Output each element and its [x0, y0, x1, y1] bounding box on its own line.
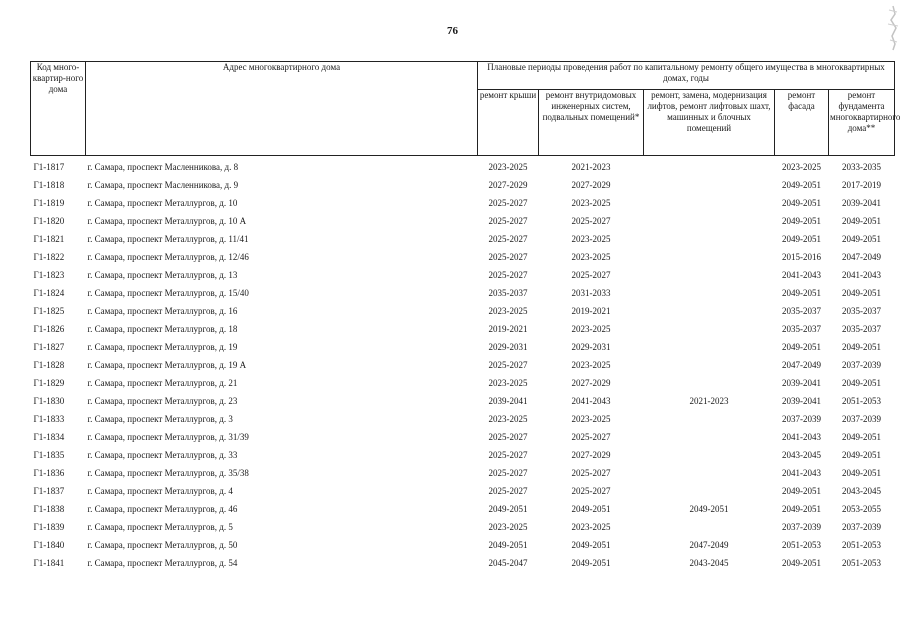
cell-code: Г1-1822	[33, 251, 65, 262]
cell-lifts	[644, 464, 775, 482]
cell-roof: 2023-2025	[488, 305, 528, 316]
cell-foundation: 2037-2039	[842, 413, 881, 424]
cell-roof: 2023-2025	[488, 521, 528, 532]
cell-foundation: 2041-2043	[842, 269, 881, 280]
cell-foundation: 2043-2045	[842, 485, 881, 496]
table-row	[31, 156, 895, 177]
cell-roof: 2025-2027	[488, 197, 528, 208]
cell-roof: 2025-2027	[488, 359, 528, 370]
cell-address: г. Самара, проспект Металлургов, д. 15/40	[87, 287, 249, 298]
cell-address: г. Самара, проспект Металлургов, д. 33	[87, 449, 238, 460]
cell-foundation: 2049-2051	[842, 341, 881, 352]
table-row	[31, 320, 895, 338]
table-row	[31, 212, 895, 230]
cell-address: г. Самара, проспект Металлургов, д. 13	[87, 269, 238, 280]
cell-foundation: 2053-2055	[842, 503, 881, 514]
cell-facade: 2039-2041	[782, 377, 821, 388]
cell-facade: 2035-2037	[782, 323, 821, 334]
cell-facade: 2041-2043	[782, 431, 821, 442]
cell-lifts	[644, 374, 775, 392]
cell-roof: 2025-2027	[488, 251, 528, 262]
cell-engineering: 2023-2025	[571, 359, 611, 370]
cell-engineering: 2029-2031	[571, 341, 611, 352]
cell-code: Г1-1834	[33, 431, 65, 442]
cell-roof: 2023-2025	[488, 161, 528, 172]
table-row	[31, 356, 895, 374]
cell-foundation: 2049-2051	[842, 215, 881, 226]
cell-foundation: 2035-2037	[842, 305, 881, 316]
cell-foundation: 2051-2053	[842, 557, 881, 568]
cell-address: г. Самара, проспект Масленникова, д. 9	[87, 179, 239, 190]
cell-address: г. Самара, проспект Металлургов, д. 46	[87, 503, 238, 514]
cell-code: Г1-1818	[33, 179, 65, 190]
cell-code: Г1-1829	[33, 377, 65, 388]
cell-address: г. Самара, проспект Металлургов, д. 35/38	[87, 467, 249, 478]
cell-address: г. Самара, проспект Металлургов, д. 16	[87, 305, 238, 316]
cell-code: Г1-1836	[33, 467, 65, 478]
cell-lifts	[644, 230, 775, 248]
table-row	[31, 536, 895, 554]
cell-code: Г1-1828	[33, 359, 65, 370]
cell-lifts	[644, 176, 775, 194]
cell-code: Г1-1841	[33, 557, 65, 568]
cell-lifts	[644, 284, 775, 302]
table-body	[31, 156, 895, 573]
cell-facade: 2041-2043	[782, 269, 821, 280]
cell-address: г. Самара, проспект Металлургов, д. 31/39	[87, 431, 249, 442]
table-header	[31, 62, 901, 156]
cell-lifts	[644, 194, 775, 212]
header-periods: Плановые периоды проведения работ по капитальному ремонту общего имущества в многоквартирных домах, годы	[478, 62, 895, 90]
cell-roof: 2019-2021	[488, 323, 528, 334]
cell-address: г. Самара, проспект Металлургов, д. 5	[87, 521, 233, 532]
cell-lifts	[644, 338, 775, 356]
cell-roof: 2049-2051	[488, 539, 528, 550]
table-row	[31, 392, 895, 410]
cell-foundation: 2051-2053	[842, 395, 881, 406]
scan-artifact-mark	[885, 4, 901, 52]
cell-code: Г1-1824	[33, 287, 65, 298]
cell-address: г. Самара, проспект Металлургов, д. 50	[87, 539, 238, 550]
cell-engineering: 2021-2023	[571, 161, 611, 172]
cell-foundation: 2049-2051	[842, 467, 881, 478]
cell-code: Г1-1839	[33, 521, 65, 532]
cell-lifts	[644, 212, 775, 230]
cell-foundation: 2049-2051	[842, 377, 881, 388]
cell-engineering: 2023-2025	[571, 521, 611, 532]
cell-code: Г1-1837	[33, 485, 65, 496]
cell-foundation: 2033-2035	[842, 161, 881, 172]
cell-engineering: 2023-2025	[571, 323, 611, 334]
cell-facade: 2051-2053	[782, 539, 821, 550]
cell-foundation: 2049-2051	[842, 431, 881, 442]
table-row	[31, 554, 895, 572]
header-roof: ремонт крыши	[478, 90, 539, 156]
cell-foundation: 2049-2051	[842, 233, 881, 244]
cell-engineering: 2025-2027	[571, 269, 611, 280]
cell-address: г. Самара, проспект Металлургов, д. 10 А	[87, 215, 247, 226]
cell-address: г. Самара, проспект Металлургов, д. 19 А	[87, 359, 247, 370]
cell-lifts	[644, 446, 775, 464]
table-row	[31, 464, 895, 482]
cell-roof: 2049-2051	[488, 503, 528, 514]
cell-engineering: 2023-2025	[571, 197, 611, 208]
cell-roof: 2025-2027	[488, 449, 528, 460]
cell-address: г. Самара, проспект Металлургов, д. 3	[87, 413, 233, 424]
table-row	[31, 302, 895, 320]
cell-facade: 2023-2025	[782, 161, 821, 172]
cell-roof: 2023-2025	[488, 377, 528, 388]
cell-lifts	[644, 320, 775, 338]
cell-engineering: 2023-2025	[571, 413, 611, 424]
cell-lifts	[644, 518, 775, 536]
cell-engineering: 2019-2021	[571, 305, 611, 316]
table-row	[31, 284, 895, 302]
cell-code: Г1-1835	[33, 449, 65, 460]
cell-lifts: 2021-2023	[689, 395, 729, 406]
cell-code: Г1-1817	[33, 161, 65, 172]
cell-code: Г1-1825	[33, 305, 65, 316]
table-row	[31, 266, 895, 284]
table-row	[31, 176, 895, 194]
table-row	[31, 230, 895, 248]
cell-code: Г1-1833	[33, 413, 65, 424]
table-row	[31, 338, 895, 356]
table-row	[31, 518, 895, 536]
header-address: Адрес многоквартирного дома	[86, 62, 478, 156]
cell-engineering: 2023-2025	[571, 233, 611, 244]
cell-engineering: 2049-2051	[571, 539, 611, 550]
cell-foundation: 2017-2019	[842, 179, 881, 190]
cell-lifts	[644, 410, 775, 428]
cell-engineering: 2027-2029	[571, 377, 611, 388]
cell-foundation: 2037-2039	[842, 521, 881, 532]
cell-facade: 2049-2051	[782, 341, 821, 352]
cell-foundation: 2039-2041	[842, 197, 881, 208]
cell-engineering: 2041-2043	[571, 395, 611, 406]
cell-lifts	[644, 428, 775, 446]
cell-address: г. Самара, проспект Металлургов, д. 11/41	[87, 233, 249, 244]
header-facade: ремонт фасада	[775, 90, 829, 156]
table-row	[31, 248, 895, 266]
cell-address: г. Самара, проспект Металлургов, д. 4	[87, 485, 233, 496]
cell-engineering: 2027-2029	[571, 449, 611, 460]
cell-foundation: 2049-2051	[842, 287, 881, 298]
cell-roof: 2025-2027	[488, 431, 528, 442]
cell-facade: 2049-2051	[782, 215, 821, 226]
table-row	[31, 500, 895, 518]
cell-address: г. Самара, проспект Металлургов, д. 10	[87, 197, 238, 208]
cell-foundation: 2051-2053	[842, 539, 881, 550]
cell-facade: 2043-2045	[782, 449, 821, 460]
cell-code: Г1-1830	[33, 395, 65, 406]
cell-address: г. Самара, проспект Масленникова, д. 8	[87, 161, 239, 172]
cell-lifts: 2049-2051	[689, 503, 729, 514]
cell-code: Г1-1821	[33, 233, 65, 244]
table-row	[31, 194, 895, 212]
cell-address: г. Самара, проспект Металлургов, д. 18	[87, 323, 238, 334]
cell-address: г. Самара, проспект Металлургов, д. 23	[87, 395, 238, 406]
cell-facade: 2035-2037	[782, 305, 821, 316]
cell-foundation: 2049-2051	[842, 449, 881, 460]
cell-roof: 2025-2027	[488, 485, 528, 496]
cell-facade: 2049-2051	[782, 557, 821, 568]
cell-facade: 2041-2043	[782, 467, 821, 478]
cell-facade: 2049-2051	[782, 287, 821, 298]
cell-engineering: 2025-2027	[571, 431, 611, 442]
table-row	[31, 446, 895, 464]
cell-engineering: 2025-2027	[571, 467, 611, 478]
cell-engineering: 2023-2025	[571, 251, 611, 262]
cell-roof: 2045-2047	[488, 557, 528, 568]
cell-roof: 2025-2027	[488, 467, 528, 478]
table-row	[31, 482, 895, 500]
cell-foundation: 2047-2049	[842, 251, 881, 262]
cell-code: Г1-1820	[33, 215, 65, 226]
cell-engineering: 2031-2033	[571, 287, 611, 298]
cell-lifts: 2047-2049	[689, 539, 729, 550]
cell-roof: 2029-2031	[488, 341, 528, 352]
cell-facade: 2049-2051	[782, 485, 821, 496]
cell-roof: 2025-2027	[488, 233, 528, 244]
page-number: 76	[447, 25, 458, 37]
cell-engineering: 2025-2027	[571, 215, 611, 226]
header-foundation: ремонт фундамента многоквартирного дома**	[829, 90, 895, 156]
cell-lifts	[644, 482, 775, 500]
table-row	[31, 428, 895, 446]
cell-address: г. Самара, проспект Металлургов, д. 19	[87, 341, 238, 352]
cell-code: Г1-1840	[33, 539, 65, 550]
table-row	[31, 374, 895, 392]
cell-roof: 2023-2025	[488, 413, 528, 424]
cell-roof: 2039-2041	[488, 395, 528, 406]
cell-engineering: 2049-2051	[571, 557, 611, 568]
cell-lifts	[644, 302, 775, 320]
cell-lifts	[644, 156, 775, 177]
cell-facade: 2039-2041	[782, 395, 821, 406]
header-code: Код много-квартир-ного дома	[31, 62, 86, 156]
cell-address: г. Самара, проспект Металлургов, д. 12/46	[87, 251, 249, 262]
cell-roof: 2025-2027	[488, 269, 528, 280]
table-row	[31, 410, 895, 428]
cell-roof: 2027-2029	[488, 179, 528, 190]
cell-facade: 2049-2051	[782, 197, 821, 208]
cell-foundation: 2035-2037	[842, 323, 881, 334]
cell-facade: 2037-2039	[782, 521, 821, 532]
cell-code: Г1-1838	[33, 503, 65, 514]
cell-roof: 2035-2037	[488, 287, 528, 298]
cell-engineering: 2049-2051	[571, 503, 611, 514]
cell-code: Г1-1827	[33, 341, 65, 352]
header-lifts: ремонт, замена, модернизация лифтов, ремонт лифтовых шахт, машинных и блочных помещений	[644, 90, 775, 156]
cell-lifts	[644, 266, 775, 284]
cell-lifts	[644, 248, 775, 266]
cell-roof: 2025-2027	[488, 215, 528, 226]
cell-address: г. Самара, проспект Металлургов, д. 21	[87, 377, 238, 388]
cell-code: Г1-1826	[33, 323, 65, 334]
cell-lifts: 2043-2045	[689, 557, 729, 568]
cell-facade: 2049-2051	[782, 503, 821, 514]
cell-facade: 2047-2049	[782, 359, 821, 370]
cell-address: г. Самара, проспект Металлургов, д. 54	[87, 557, 238, 568]
cell-engineering: 2025-2027	[571, 485, 611, 496]
cell-facade: 2049-2051	[782, 179, 821, 190]
cell-facade: 2037-2039	[782, 413, 821, 424]
cell-engineering: 2027-2029	[571, 179, 611, 190]
cell-facade: 2015-2016	[782, 251, 821, 262]
repair-schedule-table	[30, 61, 901, 572]
cell-code: Г1-1819	[33, 197, 65, 208]
cell-foundation: 2037-2039	[842, 359, 881, 370]
header-engineering: ремонт внутридомовых инженерных систем, подвальных помещений*	[539, 90, 644, 156]
cell-facade: 2049-2051	[782, 233, 821, 244]
cell-lifts	[644, 356, 775, 374]
cell-code: Г1-1823	[33, 269, 65, 280]
